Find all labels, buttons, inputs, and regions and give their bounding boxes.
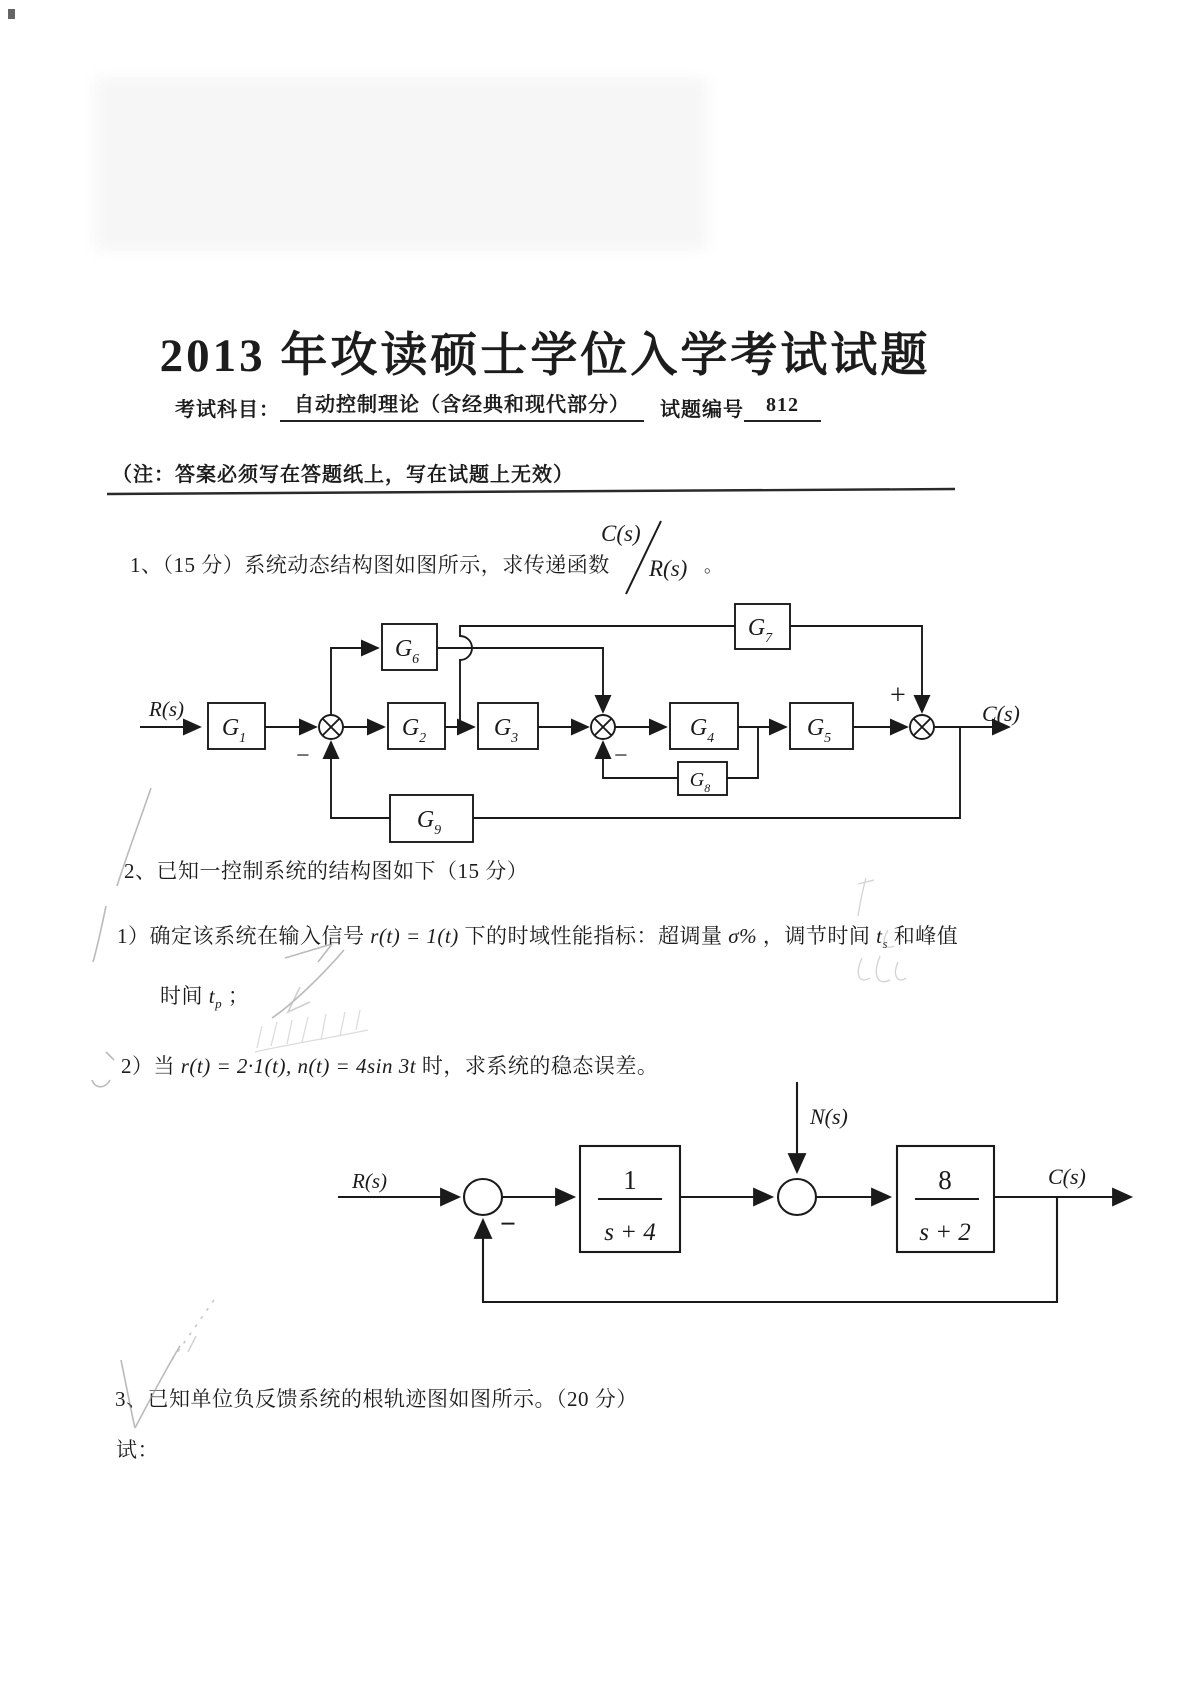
q2-item1-mid2: ，调节时间 bbox=[762, 924, 871, 948]
pencil-mark-item2 bbox=[92, 1052, 114, 1087]
pencil-mark-tp-faint bbox=[255, 1010, 368, 1052]
q2-input-label: R(s) bbox=[352, 1169, 387, 1193]
paper-no-label: 试题编号 bbox=[660, 399, 744, 421]
q2-item2-pre: 2）当 bbox=[121, 1054, 175, 1078]
q2-noise-label: N(s) bbox=[810, 1104, 848, 1129]
q2-diagram bbox=[338, 1082, 1131, 1302]
q1-output-label: C(s) bbox=[982, 701, 1020, 726]
note-line: （注：答案必须写在答题纸上，写在试题上无效） bbox=[112, 464, 574, 486]
q2-item1-sigma: σ% bbox=[728, 924, 758, 948]
pencil-mark-right-faint bbox=[858, 878, 906, 982]
q1-sum-junction-1 bbox=[319, 715, 343, 739]
q1-prompt: 1、（15 分）系统动态结构图如图所示，求传递函数 bbox=[130, 553, 610, 577]
q1-label-g9: $G_9$ bbox=[416, 807, 442, 838]
q1-minus-sum2: − bbox=[614, 743, 628, 769]
q1-label-g2: $G_2$ bbox=[401, 715, 427, 746]
q1-tf-numerator: C(s) bbox=[601, 521, 641, 546]
pencil-mark-item1 bbox=[93, 906, 106, 962]
q2-item1-pre: 1）确定该系统在输入信号 bbox=[117, 924, 365, 948]
q2-block2-denominator: s + 2 bbox=[919, 1219, 971, 1246]
q1-input-label: R(s) bbox=[149, 697, 184, 721]
q2-item1-tail: 和峰值 bbox=[893, 924, 959, 948]
q2-block1-numerator: 1 bbox=[623, 1165, 637, 1195]
pencil-mark-q3-check bbox=[121, 1300, 214, 1428]
paper-no-value: 812 bbox=[744, 394, 821, 422]
subject-label: 考试科目： bbox=[175, 399, 280, 421]
q2-item2-tail: 时，求系统的稳态误差。 bbox=[421, 1054, 659, 1078]
corner-speck bbox=[8, 9, 15, 19]
q1-label-g5: $G_5$ bbox=[806, 715, 832, 746]
q2-heading: 2、已知一控制系统的结构图如下（15 分） bbox=[124, 859, 529, 883]
q2-item2-math: r(t) = 2·1(t), n(t) = 4sin 3t bbox=[180, 1054, 417, 1078]
subject-value: 自动控制理论（含经典和现代部分） bbox=[280, 388, 644, 422]
q1-wires bbox=[140, 626, 1009, 818]
pencil-annotations bbox=[92, 788, 906, 1428]
q1-wire-g6-in bbox=[331, 648, 378, 715]
q1-diagram bbox=[140, 604, 1009, 842]
q2-item1-ts: t bbox=[876, 924, 883, 948]
q2-item1-line2-tail: ； bbox=[227, 984, 250, 1008]
q3-heading: 3、已知单位负反馈系统的根轨迹图如图所示。（20 分） bbox=[115, 1387, 638, 1411]
q1-label-g1: $G_1$ bbox=[221, 715, 247, 746]
q2-item1-tp: t bbox=[208, 984, 216, 1008]
q2-sum-circle-1 bbox=[464, 1179, 502, 1215]
q2-sum-circle-2 bbox=[778, 1179, 816, 1215]
note-rule bbox=[107, 489, 955, 494]
q1-plus-sum3: + bbox=[890, 680, 906, 711]
page-title: 2013 年攻读硕士学位入学考试试题 bbox=[159, 330, 931, 382]
q1-label-g6: $G_6$ bbox=[394, 636, 420, 667]
q1-sum-junction-3 bbox=[910, 715, 934, 739]
q2-item1-tp-sub: p bbox=[215, 996, 223, 1012]
q1-label-g8: $G_8$ bbox=[689, 769, 711, 795]
q2-minus-sign: − bbox=[500, 1209, 516, 1240]
q2-item1-math: r(t) = 1(t) bbox=[370, 924, 459, 948]
q1-tf-period: 。 bbox=[704, 556, 722, 576]
q1-tf-denominator: R(s) bbox=[649, 556, 688, 581]
q2-wires bbox=[338, 1082, 1131, 1302]
q2-block2-numerator: 8 bbox=[938, 1165, 952, 1195]
q1-wire-g9-out bbox=[331, 742, 390, 818]
q2-output-label: C(s) bbox=[1048, 1164, 1086, 1189]
q1-label-g4: $G_4$ bbox=[689, 715, 715, 746]
q3-subheading: 试： bbox=[116, 1438, 159, 1462]
q1-label-g3: $G_3$ bbox=[493, 715, 519, 746]
pencil-mark-tp-scribble bbox=[272, 944, 344, 1018]
q1-sum-junction-2 bbox=[591, 715, 615, 739]
q2-item1-mid1: 下的时域性能指标：超调量 bbox=[464, 924, 723, 948]
q2-item1-line2-pre: 时间 bbox=[160, 984, 203, 1008]
q1-minus-sum1: − bbox=[296, 743, 310, 769]
q2-item1-ts-sub: s bbox=[882, 936, 889, 952]
q2-block1-denominator: s + 4 bbox=[604, 1219, 656, 1246]
pencil-mark-q2-check bbox=[117, 788, 151, 886]
q1-label-g7: $G_7$ bbox=[747, 615, 773, 646]
tf-slash-icon bbox=[626, 521, 661, 594]
